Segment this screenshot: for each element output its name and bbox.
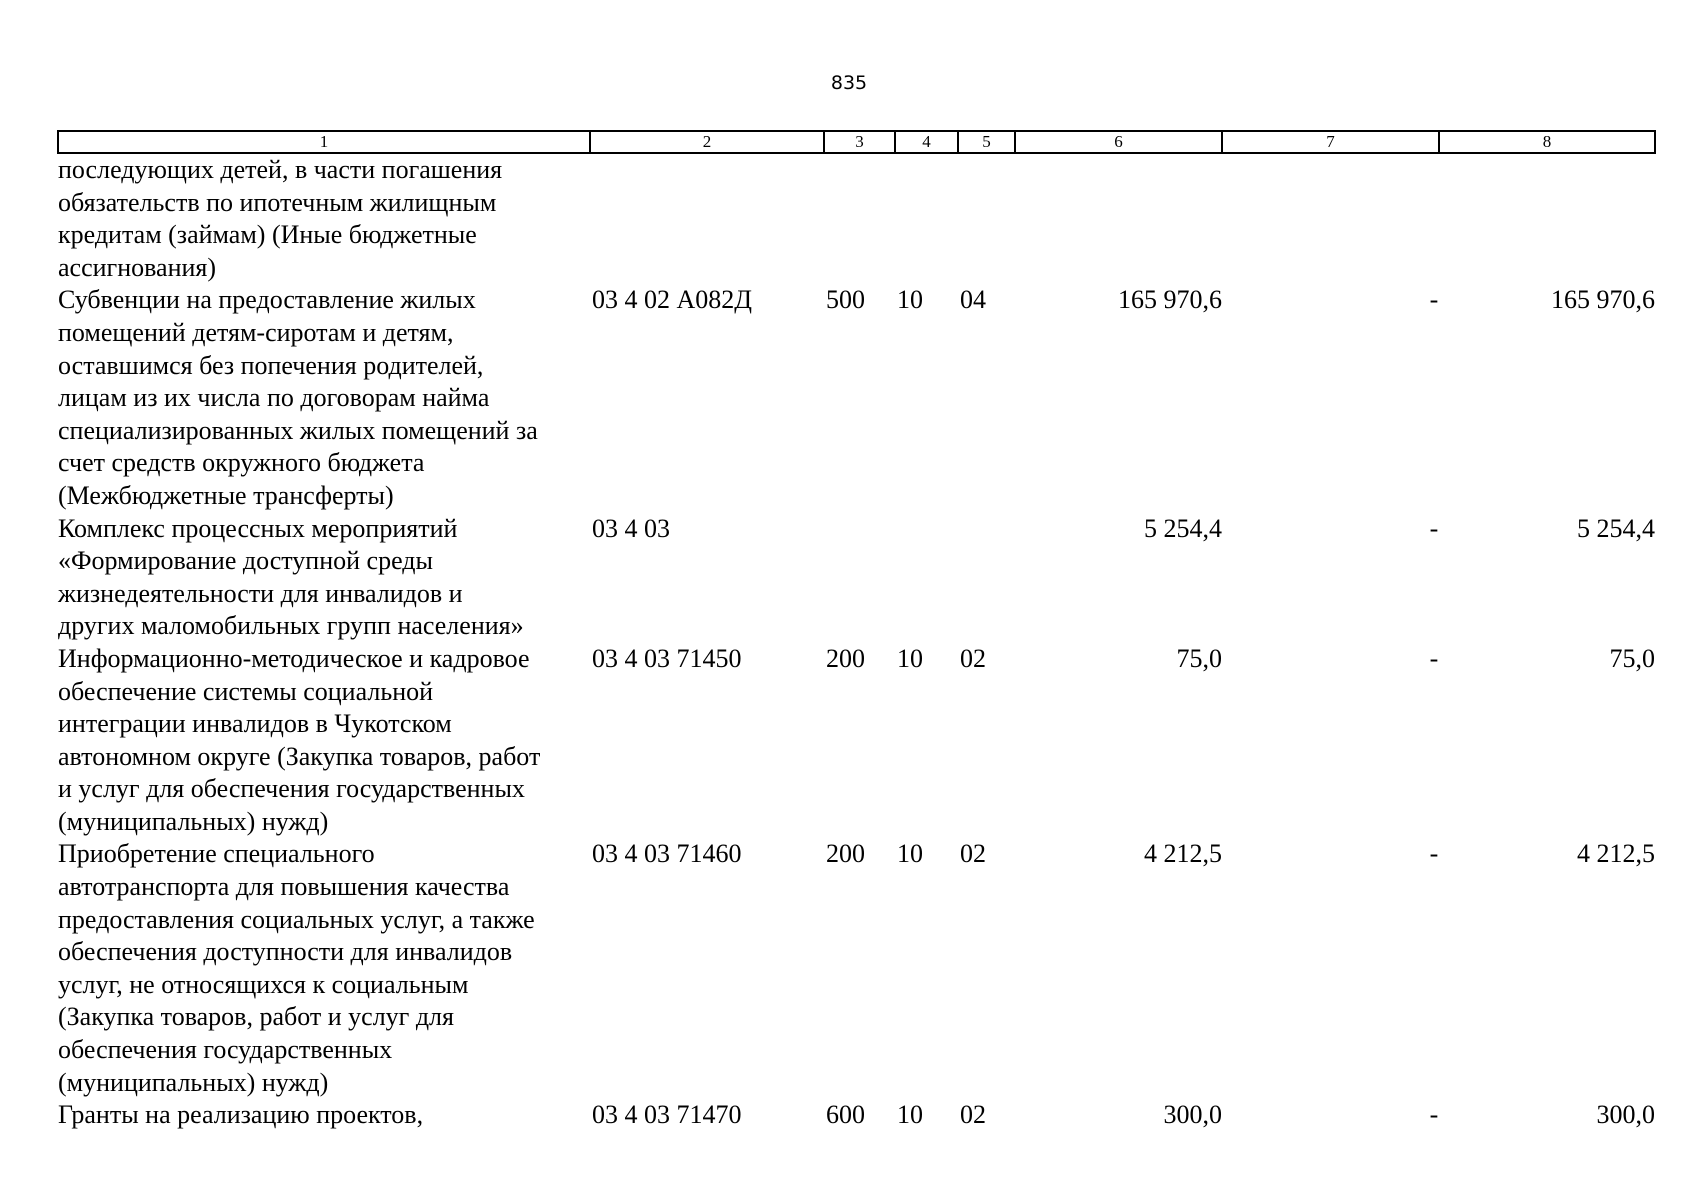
- row-name: последующих детей, в части погашения обязательств по ипотечным жилищным кредитам (займам) (Иные бюджетные ассигнования): [58, 155, 503, 282]
- row-code: 03 4 03: [592, 513, 670, 543]
- row-vr: [824, 153, 895, 284]
- row-pr: 04: [960, 285, 986, 315]
- row-total: [1439, 153, 1655, 284]
- row-total: 75,0: [1609, 643, 1655, 673]
- row-name: Информационно-методическое и кадровое обеспечение системы социальной интеграции инвалидов в Чукотском автономном округе (Закупка товаров, работ и услуг для обеспечения государственных (муниципальных) нужд): [58, 643, 541, 836]
- row-name: Субвенции на предоставление жилых помещений детям-сиротам и детям, оставшимся без попечения родителей, лицам из их числа по договорам найма специализированных жилых помещений за счет средств окружного бюджета (Межбюджетные трансферты): [58, 285, 538, 510]
- row-vr: 200: [826, 643, 865, 673]
- table-row: [58, 1099, 1655, 1132]
- column-header: 1: [58, 131, 590, 153]
- row-rz: [895, 513, 958, 643]
- row-code: 03 4 03 71450: [592, 643, 742, 673]
- column-header: 5: [958, 131, 1015, 153]
- row-pr: [958, 153, 1015, 284]
- row-rz: 10: [897, 285, 923, 315]
- row-change: -: [1429, 839, 1439, 869]
- table-header-row: [58, 131, 1655, 153]
- row-code: 03 4 03 71460: [592, 839, 742, 869]
- table-row: [58, 643, 1655, 839]
- row-vr: [824, 513, 895, 643]
- table-row: [58, 153, 1655, 284]
- column-header: 3: [824, 131, 895, 153]
- column-header: 4: [895, 131, 958, 153]
- column-header: 6: [1015, 131, 1222, 153]
- row-vr: 500: [826, 285, 865, 315]
- row-total: 5 254,4: [1577, 513, 1655, 543]
- row-sum: [1015, 153, 1222, 284]
- page-number: 835: [830, 72, 868, 94]
- row-sum: 300,0: [1163, 1100, 1222, 1130]
- row-code: 03 4 02 А082Д: [592, 285, 753, 315]
- row-total: 300,0: [1596, 1100, 1655, 1130]
- row-pr: 02: [960, 1100, 986, 1130]
- budget-table: [57, 130, 1656, 1132]
- row-pr: 02: [960, 643, 986, 673]
- row-sum: 75,0: [1176, 643, 1222, 673]
- row-name: Гранты на реализацию проектов,: [58, 1100, 424, 1130]
- row-name: Приобретение специального автотранспорта для повышения качества предоставления социальных услуг, а также обеспечения доступности для инвалидов услуг, не относящихся к социальным (Закупка товаров, работ и услуг для обеспечения государственных (муниципальных) нужд): [58, 839, 535, 1097]
- row-rz: 10: [897, 839, 923, 869]
- row-change: -: [1429, 1100, 1439, 1130]
- row-rz: [895, 153, 958, 284]
- row-sum: 165 970,6: [1118, 285, 1222, 315]
- table-row: [58, 513, 1655, 643]
- row-total: 165 970,6: [1551, 285, 1655, 315]
- column-header: 2: [590, 131, 824, 153]
- row-vr: 600: [826, 1100, 865, 1130]
- row-sum: 5 254,4: [1144, 513, 1222, 543]
- row-rz: 10: [897, 643, 923, 673]
- table-row: [58, 838, 1655, 1099]
- row-code: 03 4 03 71470: [592, 1100, 742, 1130]
- row-sum: 4 212,5: [1144, 839, 1222, 869]
- row-rz: 10: [897, 1100, 923, 1130]
- row-change: -: [1429, 513, 1439, 543]
- table-row: [58, 284, 1655, 512]
- row-pr: 02: [960, 839, 986, 869]
- row-code: [590, 153, 824, 284]
- row-change: -: [1429, 643, 1439, 673]
- row-vr: 200: [826, 839, 865, 869]
- row-total: 4 212,5: [1577, 839, 1655, 869]
- column-header: 7: [1222, 131, 1439, 153]
- row-pr: [958, 513, 1015, 643]
- row-name: Комплекс процессных мероприятий «Формирование доступной среды жизнедеятельности для инвалидов и других маломобильных групп населения»: [58, 513, 524, 641]
- column-header: 8: [1439, 131, 1655, 153]
- row-change: -: [1429, 285, 1439, 315]
